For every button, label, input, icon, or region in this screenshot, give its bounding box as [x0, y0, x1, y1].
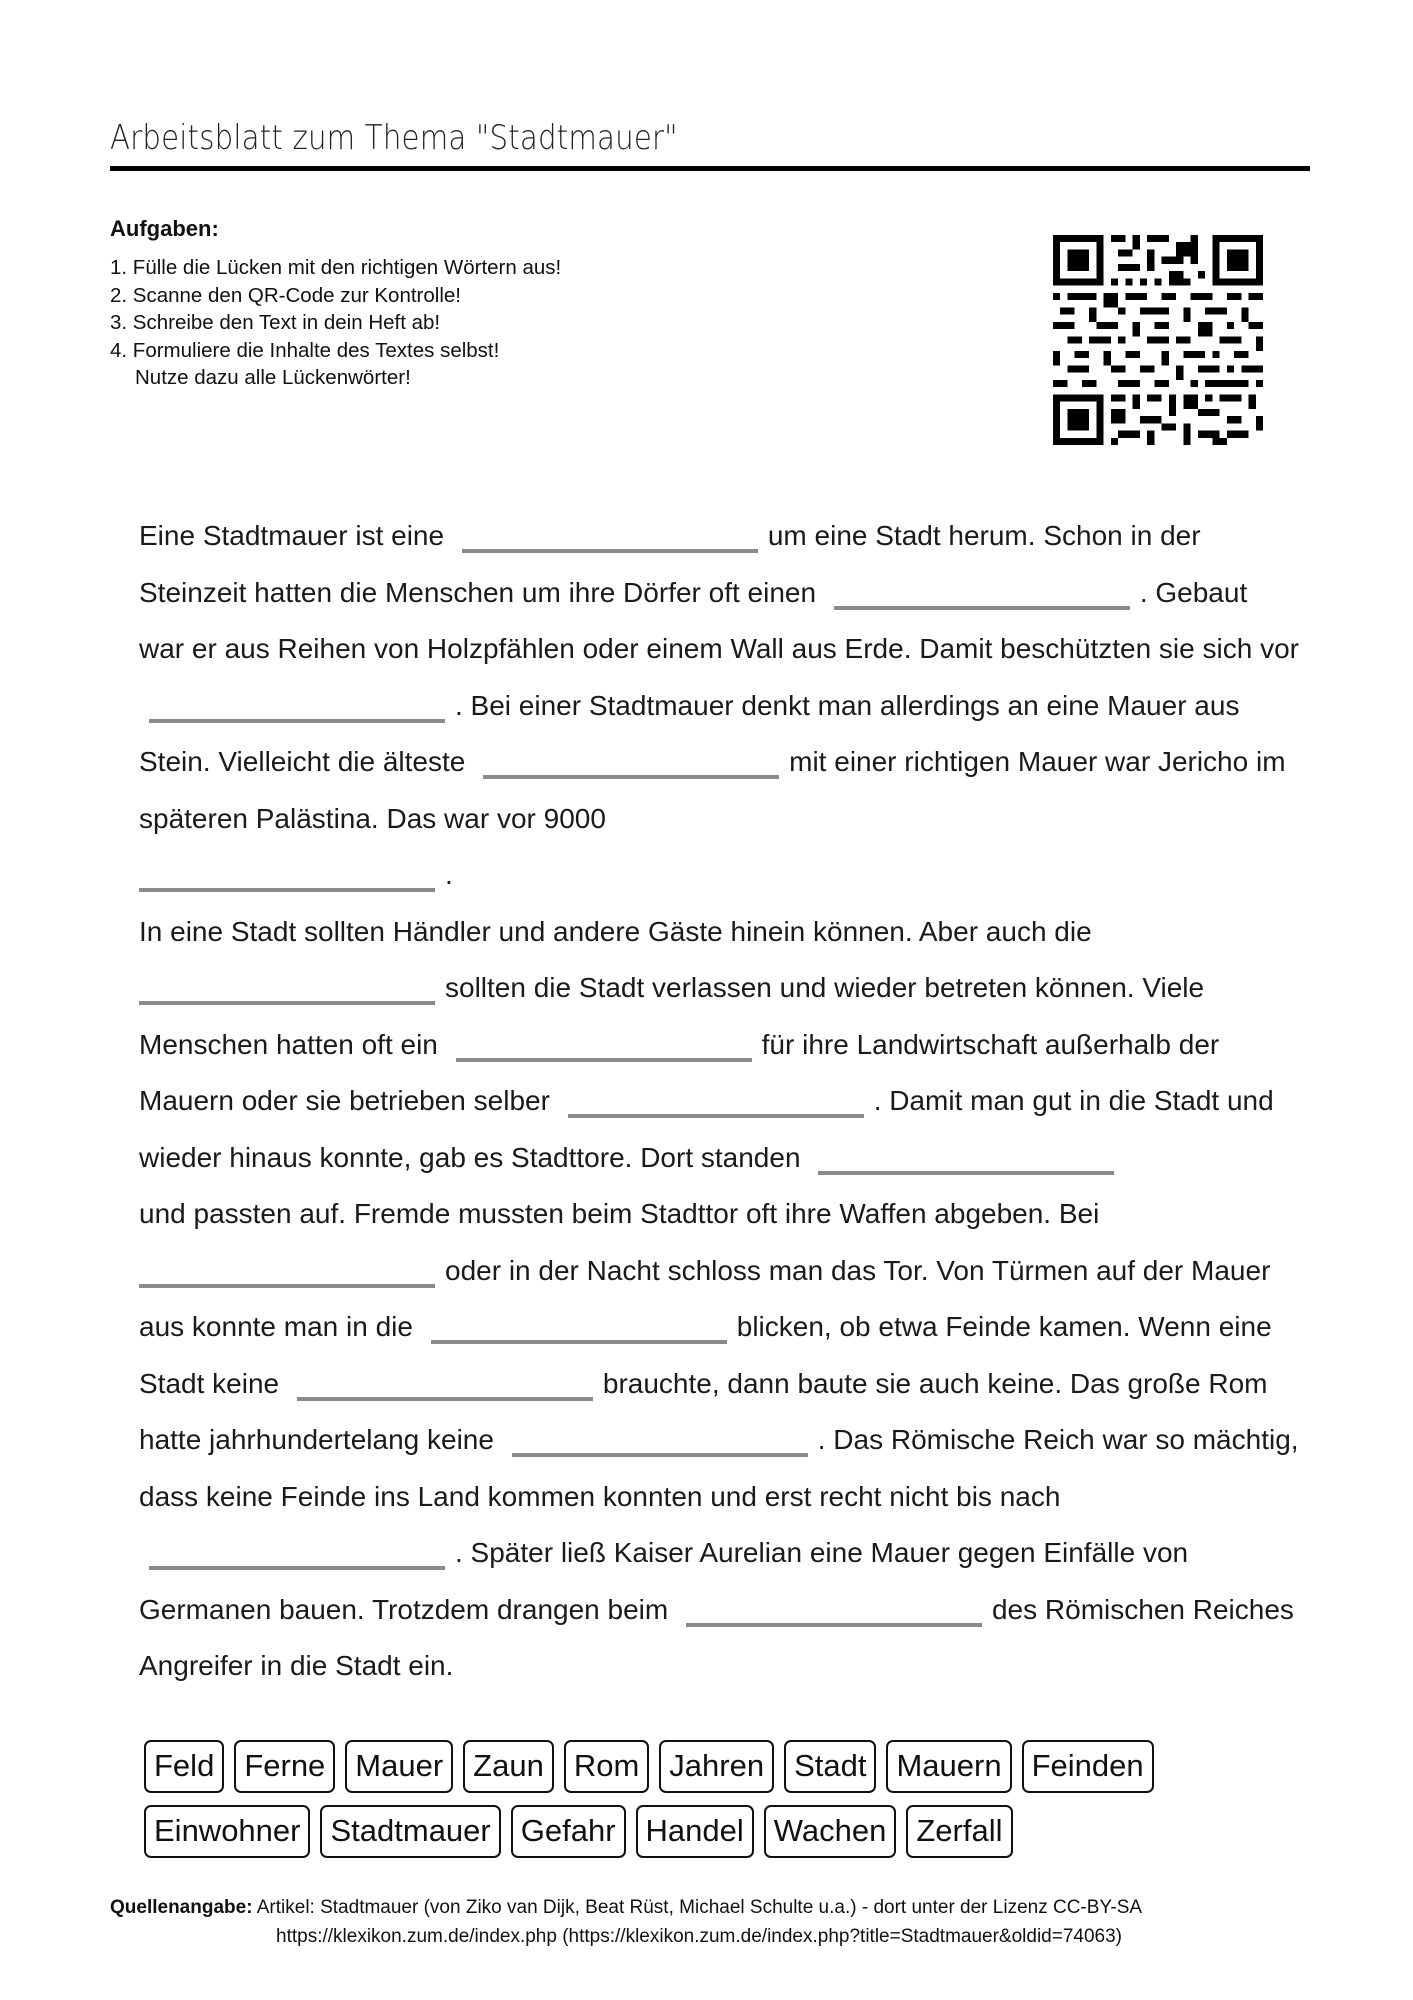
text-segment: und passten auf. Fremde mussten beim Stadttor oft ihre Waffen abgeben. Bei — [139, 1198, 1100, 1229]
task-item: 3. Schreibe den Text in dein Heft ab! — [110, 311, 441, 334]
paragraph-1 — [139, 508, 1299, 904]
text-segment: . Gebaut war er aus Reihen von Holzpfählen oder einem Wall aus Erde. Damit beschützten sie sich vor — [139, 576, 1299, 664]
word-chip[interactable]: Mauern — [886, 1740, 1011, 1793]
word-chip[interactable]: Zerfall — [906, 1805, 1012, 1858]
text-segment: . — [445, 859, 453, 890]
blank-gap[interactable] — [139, 888, 435, 892]
blank-gap[interactable] — [568, 1114, 864, 1118]
word-chip[interactable]: Stadtmauer — [320, 1805, 500, 1858]
blank-gap[interactable] — [149, 719, 445, 723]
text-segment: oder in der Nacht schloss man das Tor. Von Türmen auf der Mauer aus konnte man in die — [139, 1254, 1271, 1342]
text-segment: . Bei einer Stadtmauer denkt man allerdings an eine Mauer aus Stein. Vielleicht die älteste — [139, 689, 1240, 777]
word-bank-row — [144, 1740, 1244, 1793]
text-segment: . Später ließ Kaiser Aurelian eine Mauer gegen Einfälle von Germanen bauen. Trotzdem drangen beim — [139, 1537, 1189, 1625]
blank-gap[interactable] — [149, 1566, 445, 1570]
word-chip[interactable]: Stadt — [784, 1740, 876, 1793]
cloze-text — [139, 508, 1299, 1695]
source-label: Quellenangabe: — [110, 1897, 253, 1918]
word-chip[interactable]: Gefahr — [511, 1805, 626, 1858]
word-chip[interactable]: Mauer — [345, 1740, 453, 1793]
word-chip[interactable]: Wachen — [764, 1805, 897, 1858]
tasks-heading: Aufgaben: — [110, 216, 219, 241]
source-link[interactable]: https://klexikon.zum.de/index.php (https://klexikon.zum.de/index.php?title=Stadtmauer&oldid=74063) — [276, 1926, 1123, 1947]
text-segment: des Römischen Reiches Angreifer in die Stadt ein. — [139, 1593, 1294, 1681]
text-segment: . Das Römische Reich war so mächtig, dass keine Feinde ins Land kommen konnten und erst recht nicht bis nach — [139, 1424, 1299, 1512]
text-segment: blicken, ob etwa Feinde kamen. Wenn eine Stadt keine — [139, 1311, 1272, 1399]
task-item: 4. Formuliere die Inhalte des Textes selbst! — [110, 338, 500, 362]
page-title: Arbeitsblatt zum Thema "Stadtmauer" — [110, 118, 678, 158]
text-segment: um eine Stadt herum. Schon in der Steinzeit hatten die Menschen um ihre Dörfer oft einen — [139, 520, 1201, 608]
word-bank — [144, 1740, 1244, 1870]
blank-gap[interactable] — [818, 1171, 1114, 1175]
blank-gap[interactable] — [139, 1284, 435, 1288]
text-segment: mit einer richtigen Mauer war Jericho im späteren Palästina. Das war vor 9000 — [139, 746, 1286, 834]
word-chip[interactable]: Jahren — [659, 1740, 774, 1793]
text-segment: sollten die Stadt verlassen und wieder betreten können. Viele Menschen hatten oft ein — [139, 972, 1205, 1060]
paragraph-2 — [139, 904, 1299, 1695]
task-item: 2. Scanne den QR-Code zur Kontrolle! — [110, 283, 461, 307]
blank-gap[interactable] — [834, 606, 1130, 610]
blank-gap[interactable] — [483, 775, 779, 779]
blank-gap[interactable] — [462, 549, 758, 553]
source-citation — [110, 1893, 1142, 1951]
text-segment: Eine Stadtmauer ist eine — [139, 520, 445, 551]
text-segment: . Damit man gut in die Stadt und wieder hinaus konnte, gab es Stadttore. Dort standen — [139, 1085, 1274, 1173]
source-line-1: Artikel: Stadtmauer (von Ziko van Dijk, Beat Rüst, Michael Schulte u.a.) - dort unter der Lizenz CC-BY-SA — [252, 1897, 1143, 1918]
word-chip[interactable]: Einwohner — [144, 1805, 310, 1858]
blank-gap[interactable] — [456, 1058, 752, 1062]
text-segment: für ihre Landwirtschaft außerhalb der Mauern oder sie betrieben selber — [139, 1028, 1220, 1116]
qr-code-icon — [1053, 235, 1263, 445]
word-chip[interactable]: Zaun — [463, 1740, 554, 1793]
text-segment: brauchte, dann baute sie auch keine. Das große Rom hatte jahrhundertelang keine — [139, 1367, 1268, 1455]
blank-gap[interactable] — [297, 1397, 593, 1401]
text-segment: In eine Stadt sollten Händler und andere Gäste hinein können. Aber auch die — [139, 915, 1092, 947]
blank-gap[interactable] — [431, 1340, 727, 1344]
word-chip[interactable]: Feld — [144, 1740, 224, 1793]
blank-gap[interactable] — [686, 1623, 982, 1627]
word-bank-row — [144, 1805, 1244, 1858]
word-chip[interactable]: Rom — [564, 1740, 649, 1793]
word-chip[interactable]: Ferne — [234, 1740, 335, 1793]
word-chip[interactable]: Handel — [636, 1805, 754, 1858]
task-item: 1. Fülle die Lücken mit den richtigen Wörtern aus! — [110, 256, 562, 279]
task-list — [110, 254, 561, 392]
blank-gap[interactable] — [139, 1001, 435, 1005]
title-divider — [110, 166, 1310, 171]
word-chip[interactable]: Feinden — [1022, 1740, 1154, 1793]
task-item: Nutze dazu alle Lückenwörter! — [135, 366, 411, 389]
blank-gap[interactable] — [512, 1453, 808, 1457]
